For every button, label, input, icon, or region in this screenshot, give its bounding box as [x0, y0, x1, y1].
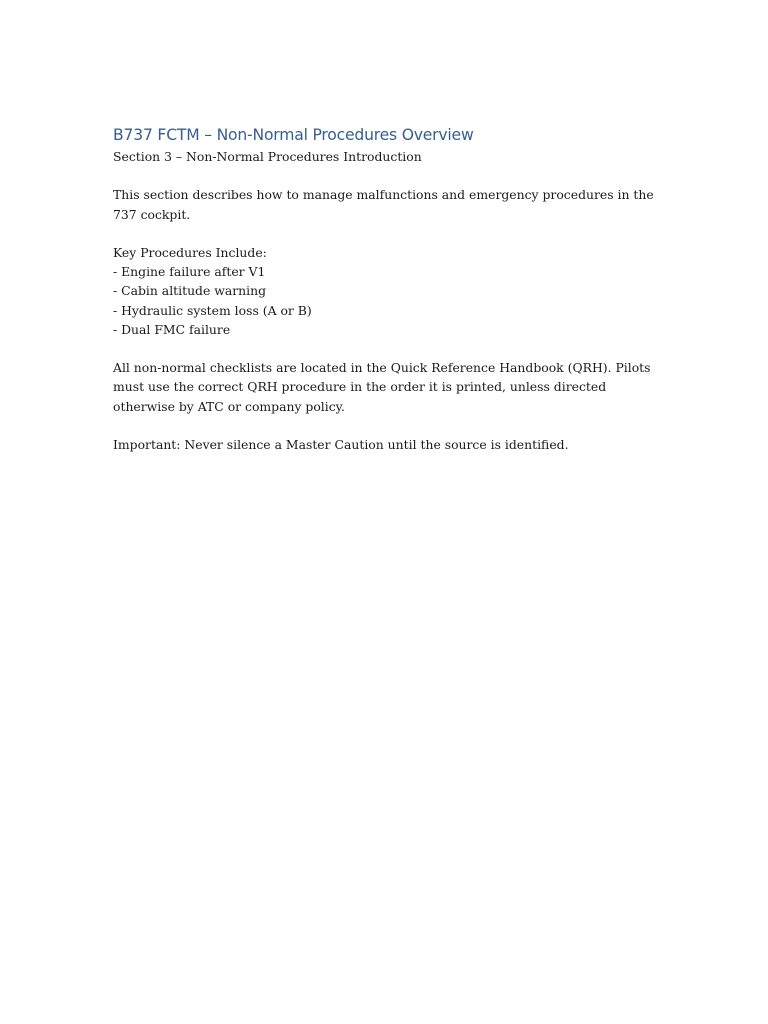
document-page — [113, 124, 658, 454]
section-subtitle: Section 3 – Non-Normal Procedures Introduction — [113, 149, 422, 164]
list-item: - Hydraulic system loss (A or B) — [113, 302, 312, 318]
paragraph-spacer — [113, 416, 658, 435]
list-item: - Cabin altitude warning — [113, 283, 267, 299]
document-title: B737 FCTM – Non-Normal Procedures Overview — [113, 126, 474, 144]
paragraph-spacer — [113, 166, 658, 185]
paragraph-spacer — [113, 224, 658, 243]
intro-paragraph: This section describes how to manage malfunctions and emergency procedures in the 737 cockpit. — [113, 187, 654, 222]
list-item: - Dual FMC failure — [113, 321, 231, 337]
important-note: Important: Never silence a Master Caution until the source is identified. — [113, 436, 569, 452]
paragraph-spacer — [113, 339, 658, 358]
list-item: - Engine failure after V1 — [113, 264, 266, 280]
qrh-paragraph: All non-normal checklists are located in the Quick Reference Handbook (QRH). Pilots must use the correct QRH procedure in the order it is printed, unless directed otherwise by ATC or company policy. — [113, 360, 651, 414]
key-procedures-list — [113, 262, 658, 339]
key-procedures-heading: Key Procedures Include: — [113, 244, 267, 260]
